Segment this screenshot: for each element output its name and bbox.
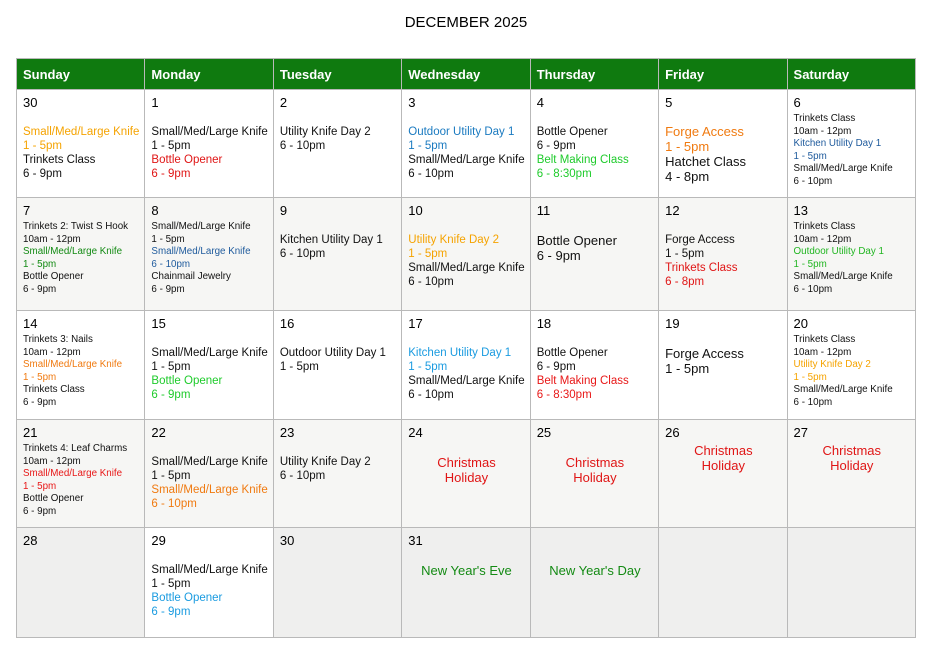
week-row	[17, 198, 916, 311]
calendar-event[interactable]	[537, 346, 653, 374]
event-time: 1 - 5pm	[23, 258, 57, 270]
calendar-event[interactable]	[151, 483, 267, 511]
day-number: 20	[793, 316, 808, 331]
day-number: 12	[665, 203, 680, 218]
day-cell-tuesday[interactable]	[273, 420, 401, 528]
event-time: 6 - 9pm	[536, 140, 576, 152]
event-time: 6 - 10pm	[279, 248, 326, 260]
event-title: Chainmail Jewelry	[151, 271, 231, 282]
day-number: 30	[279, 533, 295, 548]
calendar-event[interactable]	[537, 153, 653, 181]
calendar-event[interactable]	[23, 246, 139, 271]
calendar-event[interactable]	[280, 455, 396, 483]
calendar-event[interactable]	[537, 374, 653, 402]
event-time: 6 - 9pm	[536, 361, 576, 373]
event-title: Bottle Opener	[536, 233, 617, 248]
event-time: 10am - 12pm	[23, 346, 81, 358]
day-number: 1	[151, 95, 159, 110]
event-time: 1 - 5pm	[151, 233, 185, 245]
event-title: Belt Making Class	[536, 375, 629, 387]
day-cell-wednesday[interactable]	[402, 528, 530, 638]
calendar-event[interactable]	[23, 221, 139, 246]
day-number: 27	[793, 425, 808, 440]
event-time: 6 - 10pm	[408, 389, 454, 401]
calendar-event[interactable]	[151, 125, 267, 153]
calendar-event[interactable]	[794, 221, 910, 246]
event-title: Forge Access	[665, 346, 744, 361]
event-time: 6 - 9pm	[151, 168, 191, 180]
event-time: 6 - 9pm	[23, 505, 57, 517]
event-title: Bottle Opener	[536, 347, 608, 359]
day-cell-friday[interactable]	[659, 420, 787, 528]
event-title: Small/Med/Large Knife	[793, 384, 893, 395]
event-title: Bottle Opener	[151, 375, 223, 387]
day-number: 13	[793, 203, 808, 218]
calendar-event[interactable]	[151, 246, 267, 271]
event-time: 4 - 8pm	[665, 169, 710, 184]
calendar-event[interactable]	[665, 154, 781, 184]
day-cell-monday[interactable]	[145, 311, 273, 420]
day-number: 28	[23, 533, 38, 548]
event-time: 1 - 5pm	[151, 578, 191, 590]
holiday-event[interactable]	[665, 443, 781, 473]
event-time: 6 - 10pm	[151, 498, 197, 510]
event-time: 6 - 10pm	[408, 276, 454, 288]
weekday-wednesday: Wednesday	[402, 59, 530, 90]
event-time: 10am - 12pm	[793, 346, 852, 358]
day-cell-monday[interactable]	[145, 198, 273, 311]
event-time: 1 - 5pm	[793, 371, 827, 383]
event-title: Kitchen Utility Day 1	[408, 347, 512, 359]
event-title: Forge Access	[665, 124, 744, 139]
calendar-event[interactable]	[23, 468, 139, 493]
event-title: Trinkets 3: Nails	[23, 334, 93, 345]
day-cell-tuesday[interactable]	[273, 90, 401, 198]
day-number: 9	[279, 203, 288, 218]
event-title: Belt Making Class	[536, 154, 629, 166]
event-title: Trinkets 2: Twist S Hook	[23, 221, 129, 232]
event-title: Christmas	[694, 443, 753, 458]
weekday-friday: Friday	[659, 59, 787, 90]
event-title: Small/Med/Large Knife	[793, 271, 893, 282]
day-cell-thursday[interactable]	[530, 90, 658, 198]
calendar-event[interactable]	[794, 138, 910, 163]
calendar-event[interactable]	[23, 384, 139, 409]
calendar-event[interactable]	[23, 359, 139, 384]
event-time: 1 - 5pm	[793, 150, 827, 162]
event-title: Small/Med/Large Knife	[151, 221, 251, 232]
day-cell-monday[interactable]	[145, 420, 273, 528]
calendar-event[interactable]	[151, 563, 267, 591]
day-number: 15	[151, 316, 166, 331]
event-time: 6 - 8:30pm	[536, 389, 592, 401]
event-time: Holiday	[444, 470, 489, 485]
day-cell-sunday[interactable]	[17, 420, 145, 528]
event-title: Small/Med/Large Knife	[23, 126, 140, 138]
event-time: 6 - 9pm	[151, 389, 191, 401]
event-time: 1 - 5pm	[151, 470, 191, 482]
holiday-event[interactable]	[408, 563, 524, 578]
calendar-event[interactable]	[23, 153, 139, 181]
event-title: Small/Med/Large Knife	[151, 246, 251, 257]
event-time: 6 - 10pm	[279, 140, 326, 152]
day-cell-saturday[interactable]	[787, 311, 915, 420]
month-calendar	[16, 58, 916, 638]
event-title: Utility Knife Day 2	[408, 234, 500, 246]
event-time: 10am - 12pm	[23, 455, 81, 467]
day-number: 23	[279, 425, 295, 440]
event-title: Trinkets Class	[23, 154, 96, 166]
event-time: 6 - 9pm	[23, 396, 57, 408]
calendar-event[interactable]	[408, 153, 524, 181]
day-number: 21	[23, 425, 38, 440]
event-time: 1 - 5pm	[665, 139, 710, 154]
calendar-event[interactable]	[794, 113, 910, 138]
day-number: 8	[151, 203, 159, 218]
calendar-event[interactable]	[23, 271, 139, 296]
day-number: 19	[665, 316, 680, 331]
calendar-event[interactable]	[151, 374, 267, 402]
calendar-event[interactable]	[151, 346, 267, 374]
day-number: 26	[665, 425, 680, 440]
day-number: 30	[23, 95, 38, 110]
calendar-event[interactable]	[408, 346, 524, 374]
event-title: Outdoor Utility Day 1	[408, 126, 515, 138]
weekday-sunday: Sunday	[17, 59, 145, 90]
day-cell-sunday[interactable]	[17, 198, 145, 311]
calendar-event[interactable]	[408, 233, 524, 261]
weekday-monday: Monday	[145, 59, 273, 90]
event-time: 6 - 10pm	[151, 258, 191, 270]
day-cell-monday[interactable]	[145, 90, 273, 198]
day-number: 31	[408, 533, 423, 548]
calendar-event[interactable]	[23, 493, 139, 518]
event-title: Christmas	[565, 455, 625, 470]
event-time: 6 - 8pm	[665, 276, 705, 288]
day-cell-thursday[interactable]	[530, 311, 658, 420]
day-number: 3	[408, 95, 416, 110]
event-title: Bottle Opener	[23, 493, 84, 504]
day-cell-friday[interactable]	[659, 198, 787, 311]
event-time: 6 - 10pm	[793, 175, 833, 187]
event-title: Trinkets Class	[793, 334, 856, 345]
day-cell-saturday[interactable]	[787, 528, 915, 638]
event-title: Small/Med/Large Knife	[23, 246, 123, 257]
event-title: Small/Med/Large Knife	[151, 484, 268, 496]
day-number: 6	[793, 95, 801, 110]
event-title: Hatchet Class	[665, 154, 747, 169]
day-number: 10	[408, 203, 423, 218]
calendar-event[interactable]	[665, 346, 781, 376]
calendar-event[interactable]	[537, 125, 653, 153]
calendar-title: DECEMBER 2025	[404, 14, 528, 31]
event-time: 1 - 5pm	[665, 361, 710, 376]
event-title: Small/Med/Large Knife	[408, 154, 525, 166]
calendar-event[interactable]	[151, 271, 267, 296]
event-title: Christmas	[437, 455, 496, 470]
day-cell-thursday[interactable]	[530, 420, 658, 528]
calendar-event[interactable]	[151, 591, 267, 619]
event-title: Trinkets 4: Leaf Charms	[23, 443, 128, 454]
calendar-event[interactable]	[23, 443, 139, 468]
event-time: 1 - 5pm	[23, 480, 57, 492]
day-cell-thursday[interactable]	[530, 198, 658, 311]
day-number: 2	[279, 95, 288, 110]
calendar-event[interactable]	[665, 233, 781, 261]
calendar-event[interactable]	[794, 384, 910, 409]
event-title: Bottle Opener	[23, 271, 84, 282]
day-number	[537, 533, 653, 549]
day-cell-wednesday[interactable]	[402, 420, 530, 528]
holiday-event[interactable]	[794, 443, 910, 473]
event-title: Trinkets Class	[665, 262, 738, 274]
event-time: Holiday	[701, 458, 745, 473]
event-time: 6 - 10pm	[408, 168, 454, 180]
calendar-event[interactable]	[280, 233, 396, 261]
day-cell-sunday[interactable]	[17, 528, 145, 638]
day-cell-saturday[interactable]	[787, 90, 915, 198]
calendar-event[interactable]	[408, 125, 524, 153]
day-number	[794, 533, 910, 549]
day-cell-sunday[interactable]	[17, 311, 145, 420]
day-cell-wednesday[interactable]	[402, 198, 530, 311]
event-title: Trinkets Class	[23, 384, 85, 395]
event-title: Bottle Opener	[536, 126, 608, 138]
event-title: Small/Med/Large Knife	[408, 375, 525, 387]
holiday-event[interactable]	[408, 455, 524, 485]
event-time: 1 - 5pm	[151, 361, 191, 373]
event-title: Small/Med/Large Knife	[793, 163, 893, 174]
event-time: 1 - 5pm	[23, 371, 57, 383]
calendar-event[interactable]	[794, 163, 910, 188]
event-title: Utility Knife Day 2	[793, 359, 871, 370]
event-title: Utility Knife Day 2	[279, 456, 371, 468]
event-title: New Year's Day	[549, 563, 641, 578]
event-title: Outdoor Utility Day 1	[279, 347, 386, 359]
calendar-event[interactable]	[794, 271, 910, 296]
day-cell-friday[interactable]	[659, 90, 787, 198]
calendar-event[interactable]	[665, 261, 781, 289]
event-title: Small/Med/Large Knife	[151, 347, 268, 359]
calendar-event[interactable]	[665, 124, 781, 154]
day-number: 18	[536, 316, 552, 331]
event-time: 6 - 9pm	[151, 283, 185, 295]
event-time: 1 - 5pm	[408, 140, 448, 152]
calendar-event[interactable]	[151, 221, 267, 246]
day-cell-tuesday[interactable]	[273, 311, 401, 420]
day-cell-friday[interactable]	[659, 311, 787, 420]
event-time: 6 - 10pm	[279, 470, 326, 482]
day-number: 14	[23, 316, 38, 331]
event-time: 6 - 10pm	[793, 283, 833, 295]
day-number: 25	[536, 425, 552, 440]
calendar-event[interactable]	[151, 455, 267, 483]
calendar-event[interactable]	[537, 233, 653, 263]
day-cell-sunday[interactable]	[17, 90, 145, 198]
calendar-event[interactable]	[794, 334, 910, 359]
event-title: Small/Med/Large Knife	[151, 456, 268, 468]
event-title: Small/Med/Large Knife	[151, 126, 268, 138]
event-title: Bottle Opener	[151, 592, 223, 604]
day-cell-thursday[interactable]	[530, 528, 658, 638]
calendar-event[interactable]	[794, 246, 910, 271]
event-time: 6 - 10pm	[793, 396, 833, 408]
calendar-event[interactable]	[280, 346, 396, 374]
event-title: Small/Med/Large Knife	[23, 468, 123, 479]
calendar-event[interactable]	[23, 125, 139, 153]
day-cell-monday[interactable]	[145, 528, 273, 638]
event-time: 6 - 9pm	[23, 283, 57, 295]
event-title: Christmas	[822, 443, 882, 458]
event-title: Kitchen Utility Day 1	[279, 234, 383, 246]
day-number	[665, 533, 781, 549]
day-number: 24	[408, 425, 423, 440]
calendar-event[interactable]	[280, 125, 396, 153]
event-title: Utility Knife Day 2	[279, 126, 371, 138]
event-time: 1 - 5pm	[665, 248, 705, 260]
day-cell-saturday[interactable]	[787, 198, 915, 311]
event-title: Small/Med/Large Knife	[23, 359, 123, 370]
event-time: 6 - 9pm	[23, 168, 62, 180]
event-time: 1 - 5pm	[408, 248, 448, 260]
week-row	[17, 528, 916, 638]
week-row	[17, 311, 916, 420]
event-time: 6 - 9pm	[536, 248, 581, 263]
event-title: New Year's Eve	[421, 563, 512, 578]
week-row	[17, 420, 916, 528]
calendar-event[interactable]	[151, 153, 267, 181]
event-time: 10am - 12pm	[793, 233, 852, 245]
calendar-event[interactable]	[408, 374, 524, 402]
weekday-header-row	[17, 59, 916, 90]
event-title: Trinkets Class	[793, 113, 856, 124]
event-title: Small/Med/Large Knife	[408, 262, 525, 274]
weekday-thursday: Thursday	[530, 59, 658, 90]
calendar-event[interactable]	[794, 359, 910, 384]
day-number: 29	[151, 533, 166, 548]
day-number: 11	[536, 203, 551, 218]
event-title: Small/Med/Large Knife	[151, 564, 268, 576]
event-time: 1 - 5pm	[279, 361, 319, 373]
event-title: Outdoor Utility Day 1	[793, 246, 884, 257]
event-title: Forge Access	[665, 234, 735, 246]
week-row	[17, 90, 916, 198]
day-cell-tuesday[interactable]	[273, 198, 401, 311]
day-number: 16	[279, 316, 295, 331]
day-number: 4	[536, 95, 544, 110]
event-time: 1 - 5pm	[408, 361, 448, 373]
event-time: Holiday	[573, 470, 617, 485]
event-time: 1 - 5pm	[23, 140, 62, 152]
holiday-event[interactable]	[537, 563, 653, 578]
day-cell-saturday[interactable]	[787, 420, 915, 528]
event-time: 10am - 12pm	[23, 233, 81, 245]
event-time: 6 - 8:30pm	[536, 168, 592, 180]
day-number: 5	[665, 95, 673, 110]
calendar-event[interactable]	[408, 261, 524, 289]
event-time: 1 - 5pm	[793, 258, 827, 270]
day-cell-wednesday[interactable]	[402, 311, 530, 420]
day-cell-wednesday[interactable]	[402, 90, 530, 198]
event-time: 10am - 12pm	[793, 125, 852, 137]
event-title: Bottle Opener	[151, 154, 223, 166]
weekday-tuesday: Tuesday	[273, 59, 401, 90]
day-cell-tuesday[interactable]	[273, 528, 401, 638]
weekday-saturday: Saturday	[787, 59, 915, 90]
calendar-event[interactable]	[23, 334, 139, 359]
day-number: 7	[23, 203, 31, 218]
day-number: 17	[408, 316, 423, 331]
event-time: Holiday	[830, 458, 874, 473]
event-time: 1 - 5pm	[151, 140, 191, 152]
holiday-event[interactable]	[537, 455, 653, 485]
day-number: 22	[151, 425, 166, 440]
event-title: Trinkets Class	[793, 221, 856, 232]
day-cell-friday[interactable]	[659, 528, 787, 638]
event-time: 6 - 9pm	[151, 606, 191, 618]
event-title: Kitchen Utility Day 1	[793, 138, 882, 149]
